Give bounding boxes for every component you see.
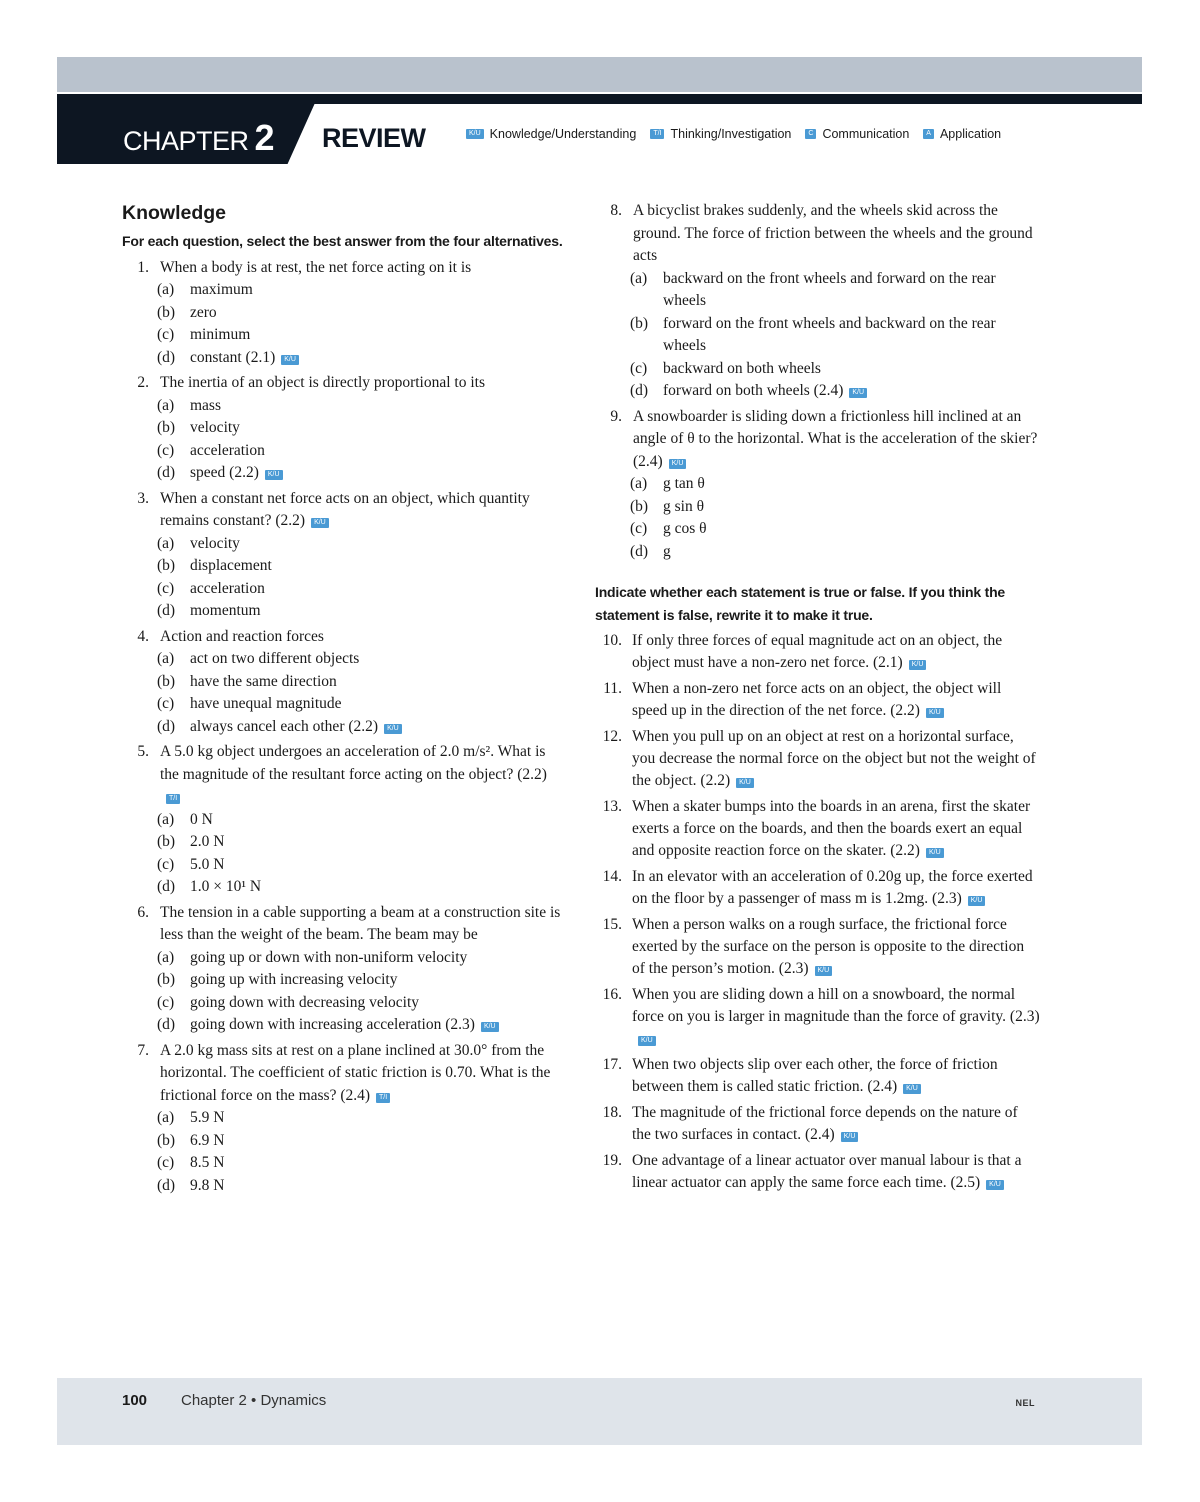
legend-label: Thinking/Investigation	[670, 127, 792, 141]
ti-badge: T/I	[650, 129, 664, 139]
legend-item-a	[923, 127, 1001, 141]
skill-badge: K/U	[841, 1132, 859, 1142]
option-text: velocity	[190, 534, 240, 552]
skill-badge: T/I	[376, 1093, 390, 1103]
question-number: 13.	[602, 798, 622, 815]
skill-badge: T/I	[166, 794, 180, 804]
option-text: 8.5 N	[190, 1154, 225, 1171]
question-stem	[137, 902, 567, 947]
option-text: velocity	[190, 419, 240, 436]
question-item	[122, 1040, 567, 1198]
option-text: going up with increasing velocity	[190, 971, 398, 988]
answer-option	[595, 496, 1040, 519]
answer-option	[595, 380, 1040, 403]
option-text: speed (2.2)	[190, 464, 259, 481]
option-text: 0 N	[190, 810, 213, 828]
option-text: backward on the front wheels and forward on the rear wheels	[663, 269, 996, 309]
question-stem	[137, 741, 567, 809]
skill-badge: K/U	[903, 1084, 921, 1094]
option-letter: (c)	[630, 520, 648, 537]
question-text: When a person walks on a rough surface, the frictional force exerted by the surface on the person is opposite to the direction of the person’s motion. (2.3)	[632, 916, 1025, 977]
option-text: 1.0 × 10¹ N	[190, 878, 262, 895]
skill-badge: K/U	[384, 724, 402, 734]
true-false-item	[595, 678, 1040, 722]
option-letter: (b)	[157, 971, 176, 988]
option-letter: (c)	[157, 855, 175, 873]
answer-option	[595, 268, 1040, 313]
mc-instructions: For each question, select the best answer from the four alternatives.	[122, 233, 563, 249]
answer-option	[122, 1152, 567, 1175]
c-badge: C	[805, 129, 816, 139]
question-number: 19.	[602, 1152, 622, 1169]
option-letter: (d)	[157, 348, 176, 366]
question-text: When two objects slip over each other, the force of friction between them is called static friction. (2.4)	[632, 1056, 998, 1095]
skill-badge: K/U	[926, 708, 944, 718]
option-letter: (a)	[157, 534, 175, 552]
skill-badge: K/U	[265, 470, 283, 480]
answer-option	[122, 1014, 567, 1037]
question-stem	[610, 406, 1040, 474]
answer-option	[122, 854, 567, 877]
page-footer	[57, 1378, 1142, 1445]
option-text: constant (2.1)	[190, 348, 276, 366]
footer-chapter: Chapter 2 • Dynamics	[181, 1392, 327, 1409]
true-false-item	[595, 866, 1040, 910]
answer-option	[595, 313, 1040, 358]
option-letter: (c)	[157, 579, 175, 597]
true-false-item	[595, 1102, 1040, 1146]
question-text: The inertia of an object is directly proportional to its	[160, 374, 485, 391]
question-text: A 2.0 kg mass sits at rest on a plane inclined at 30.0° from the horizontal. The coefficient of static friction is 0.70. What is the frictional force on the mass? (2.4)	[160, 1041, 551, 1104]
option-letter: (a)	[157, 396, 175, 414]
legend-item-ku	[466, 127, 636, 141]
chapter-word: CHAPTER	[123, 126, 249, 156]
option-text: zero	[190, 303, 217, 321]
skills-legend	[466, 127, 1015, 141]
answer-option	[122, 992, 567, 1015]
true-false-item	[595, 1054, 1040, 1098]
question-number: 11.	[603, 680, 622, 697]
question-number: 5.	[137, 743, 149, 760]
question-item	[122, 902, 567, 1037]
true-false-item	[595, 630, 1040, 674]
tf-instructions: Indicate whether each statement is true or false. If you think the statement is false, rewrite it to make it true.	[595, 584, 1006, 623]
option-text: 9.8 N	[190, 1176, 225, 1194]
question-text: One advantage of a linear actuator over manual labour is that a linear actuator can apply the same force each time. (2.5)	[632, 1152, 1022, 1191]
option-text: forward on both wheels (2.4)	[663, 382, 844, 399]
option-letter: (c)	[157, 993, 175, 1011]
review-heading: REVIEW	[322, 123, 426, 153]
option-letter: (d)	[630, 382, 649, 399]
question-text: A bicyclist brakes suddenly, and the wheels skid across the ground. The force of friction between the wheels and the ground acts	[633, 202, 1033, 264]
mc-question-list	[595, 200, 1040, 563]
option-text: g sin θ	[663, 497, 705, 515]
question-stem	[137, 488, 567, 533]
option-text: momentum	[190, 602, 261, 619]
option-letter: (b)	[630, 497, 649, 515]
question-text: The tension in a cable supporting a beam at a construction site is less than the weight of the beam. The beam may be	[160, 903, 561, 943]
question-text: When a body is at rest, the net force acting on it is	[160, 258, 472, 276]
top-banner	[57, 57, 1142, 92]
a-badge: A	[923, 129, 934, 139]
question-number: 1.	[137, 258, 149, 276]
skill-badge: K/U	[311, 518, 329, 528]
option-text: have unequal magnitude	[190, 695, 342, 712]
question-stem	[137, 257, 567, 280]
skill-badge: K/U	[926, 848, 944, 858]
answer-option	[122, 578, 567, 601]
option-text: going up or down with non-uniform velocity	[190, 948, 468, 966]
page-number: 100	[122, 1392, 148, 1409]
answer-option	[122, 809, 567, 832]
option-text: g	[663, 542, 671, 560]
option-text: acceleration	[190, 579, 265, 597]
answer-option	[122, 693, 567, 716]
option-text: 2.0 N	[190, 833, 225, 850]
answer-option	[122, 831, 567, 854]
option-letter: (a)	[157, 1109, 175, 1126]
question-number: 16.	[602, 986, 622, 1003]
option-text: backward on both wheels	[663, 359, 821, 377]
question-number: 4.	[137, 627, 149, 645]
option-text: mass	[190, 396, 221, 414]
option-letter: (b)	[157, 833, 176, 850]
section-title: Knowledge	[122, 202, 227, 224]
option-letter: (b)	[157, 672, 176, 690]
skill-badge: K/U	[815, 966, 833, 976]
question-stem	[137, 372, 567, 395]
option-text: forward on the front wheels and backward on the rear wheels	[663, 314, 996, 354]
answer-option	[122, 440, 567, 463]
question-item	[122, 741, 567, 899]
option-text: 5.9 N	[190, 1109, 225, 1126]
answer-option	[122, 324, 567, 347]
question-number: 10.	[602, 632, 622, 649]
option-text: always cancel each other (2.2)	[190, 717, 379, 735]
skill-badge: K/U	[909, 660, 927, 670]
question-text: If only three forces of equal magnitude act on an object, the object must have a non-zero net force. (2.1)	[632, 632, 1003, 671]
skill-badge: K/U	[968, 896, 986, 906]
option-text: going down with increasing acceleration (2.3)	[190, 1016, 475, 1033]
question-item	[122, 257, 567, 370]
question-text: In an elevator with an acceleration of 0.20g up, the force exerted on the floor by a passenger of mass m is 1.2mg. (2.3)	[632, 868, 1033, 907]
answer-option	[122, 279, 567, 302]
answer-option	[122, 947, 567, 970]
answer-option	[122, 462, 567, 485]
option-letter: (a)	[157, 650, 175, 667]
answer-option	[595, 541, 1040, 564]
legend-item-ti	[650, 127, 791, 141]
chapter-heading	[123, 117, 274, 159]
legend-label: Knowledge/Understanding	[489, 127, 637, 141]
question-text: When a constant net force acts on an object, which quantity remains constant? (2.2)	[160, 489, 530, 529]
question-text: When a skater bumps into the boards in an arena, first the skater exerts a force on the boards, and then the boards exert an equal and opposite reaction force on the skater. (2.2)	[632, 798, 1031, 859]
option-letter: (a)	[157, 948, 175, 966]
question-number: 12.	[602, 728, 622, 745]
option-text: 5.0 N	[190, 855, 225, 873]
answer-option	[122, 533, 567, 556]
question-text: A 5.0 kg object undergoes an acceleration of 2.0 m/s². What is the magnitude of the resultant force acting on the object? (2.2)	[160, 743, 547, 783]
option-letter: (c)	[630, 359, 648, 377]
true-false-item	[595, 796, 1040, 862]
question-stem	[137, 1040, 567, 1108]
option-letter: (c)	[157, 1154, 175, 1171]
option-text: going down with decreasing velocity	[190, 993, 420, 1011]
question-number: 17.	[602, 1056, 622, 1073]
legend-item-c	[805, 127, 909, 141]
skill-badge: K/U	[281, 355, 299, 365]
question-number: 18.	[602, 1104, 622, 1121]
question-text: Action and reaction forces	[160, 627, 324, 645]
option-letter: (c)	[157, 441, 175, 459]
question-number: 7.	[137, 1041, 149, 1059]
answer-option	[122, 395, 567, 418]
option-letter: (c)	[157, 695, 175, 712]
answer-option	[122, 876, 567, 899]
publisher-mark: NEL	[1015, 1398, 1035, 1408]
option-text: g tan θ	[663, 475, 705, 492]
legend-label: Communication	[822, 127, 910, 141]
tf-question-list	[595, 630, 1040, 1194]
question-number: 2.	[137, 374, 149, 391]
option-letter: (c)	[157, 326, 175, 343]
question-item	[122, 488, 567, 623]
question-number: 6.	[137, 903, 149, 921]
right-column	[595, 200, 1040, 1198]
answer-option	[122, 302, 567, 325]
option-letter: (d)	[157, 464, 176, 481]
answer-option	[122, 1130, 567, 1153]
legend-label: Application	[939, 127, 1002, 141]
question-text: The magnitude of the frictional force depends on the nature of the two surfaces in contact. (2.4)	[632, 1104, 1018, 1143]
question-number: 14.	[602, 868, 622, 885]
option-letter: (a)	[157, 810, 175, 828]
option-letter: (b)	[157, 419, 176, 436]
answer-option	[122, 1107, 567, 1130]
option-text: maximum	[190, 281, 253, 298]
option-text: 6.9 N	[190, 1131, 225, 1149]
option-text: g cos θ	[663, 520, 707, 537]
answer-option	[122, 555, 567, 578]
answer-option	[595, 473, 1040, 496]
skill-badge: K/U	[986, 1180, 1004, 1190]
option-letter: (b)	[157, 303, 176, 321]
option-letter: (d)	[630, 542, 649, 560]
option-text: displacement	[190, 557, 272, 574]
option-letter: (d)	[157, 878, 176, 895]
option-letter: (b)	[157, 557, 176, 574]
question-item	[595, 200, 1040, 403]
question-number: 8.	[610, 202, 622, 219]
true-false-item	[595, 726, 1040, 792]
question-text: When you pull up on an object at rest on a horizontal surface, you decrease the normal force on the object but not the weight of the object. (2.2)	[632, 728, 1036, 789]
question-stem	[610, 200, 1040, 268]
question-text: When a non-zero net force acts on an object, the object will speed up in the direction of the net force. (2.2)	[632, 680, 1002, 719]
left-column	[122, 200, 567, 1200]
question-text: A snowboarder is sliding down a frictionless hill inclined at an angle of θ to the horizontal. What is the acceleration of the skier? (2.4)	[633, 407, 1038, 470]
question-item	[122, 626, 567, 739]
option-letter: (d)	[157, 1176, 176, 1194]
question-number: 3.	[137, 489, 149, 507]
option-letter: (b)	[157, 1131, 176, 1149]
answer-option	[122, 600, 567, 623]
question-item	[595, 406, 1040, 564]
answer-option	[595, 358, 1040, 381]
option-letter: (b)	[630, 314, 649, 332]
skill-badge: K/U	[849, 388, 867, 398]
question-text: When you are sliding down a hill on a snowboard, the normal force on you is larger in magnitude than the force of gravity. (2.3)	[632, 986, 1040, 1025]
answer-option	[122, 671, 567, 694]
answer-option	[122, 417, 567, 440]
true-false-item	[595, 1150, 1040, 1194]
answer-option	[122, 347, 567, 370]
mc-question-list	[122, 257, 567, 1198]
answer-option	[122, 1175, 567, 1198]
answer-option	[122, 969, 567, 992]
option-letter: (d)	[157, 602, 176, 619]
option-letter: (a)	[630, 269, 648, 287]
option-text: have the same direction	[190, 672, 337, 690]
question-number: 15.	[602, 916, 622, 933]
answer-option	[595, 518, 1040, 541]
skill-badge: K/U	[669, 459, 687, 469]
ku-badge: K/U	[466, 129, 484, 139]
true-false-item	[595, 984, 1040, 1050]
answer-option	[122, 716, 567, 739]
skill-badge: K/U	[481, 1022, 499, 1032]
option-text: acceleration	[190, 441, 265, 459]
chapter-number: 2	[254, 117, 275, 158]
question-item	[122, 372, 567, 485]
option-letter: (a)	[157, 281, 175, 298]
question-stem	[137, 626, 567, 649]
option-text: act on two different objects	[190, 650, 360, 667]
option-letter: (d)	[157, 717, 176, 735]
skill-badge: K/U	[638, 1036, 656, 1046]
question-number: 9.	[610, 407, 622, 425]
option-letter: (a)	[630, 475, 648, 492]
skill-badge: K/U	[736, 778, 754, 788]
option-text: minimum	[190, 326, 251, 343]
answer-option	[122, 648, 567, 671]
true-false-item	[595, 914, 1040, 980]
option-letter: (d)	[157, 1016, 176, 1033]
